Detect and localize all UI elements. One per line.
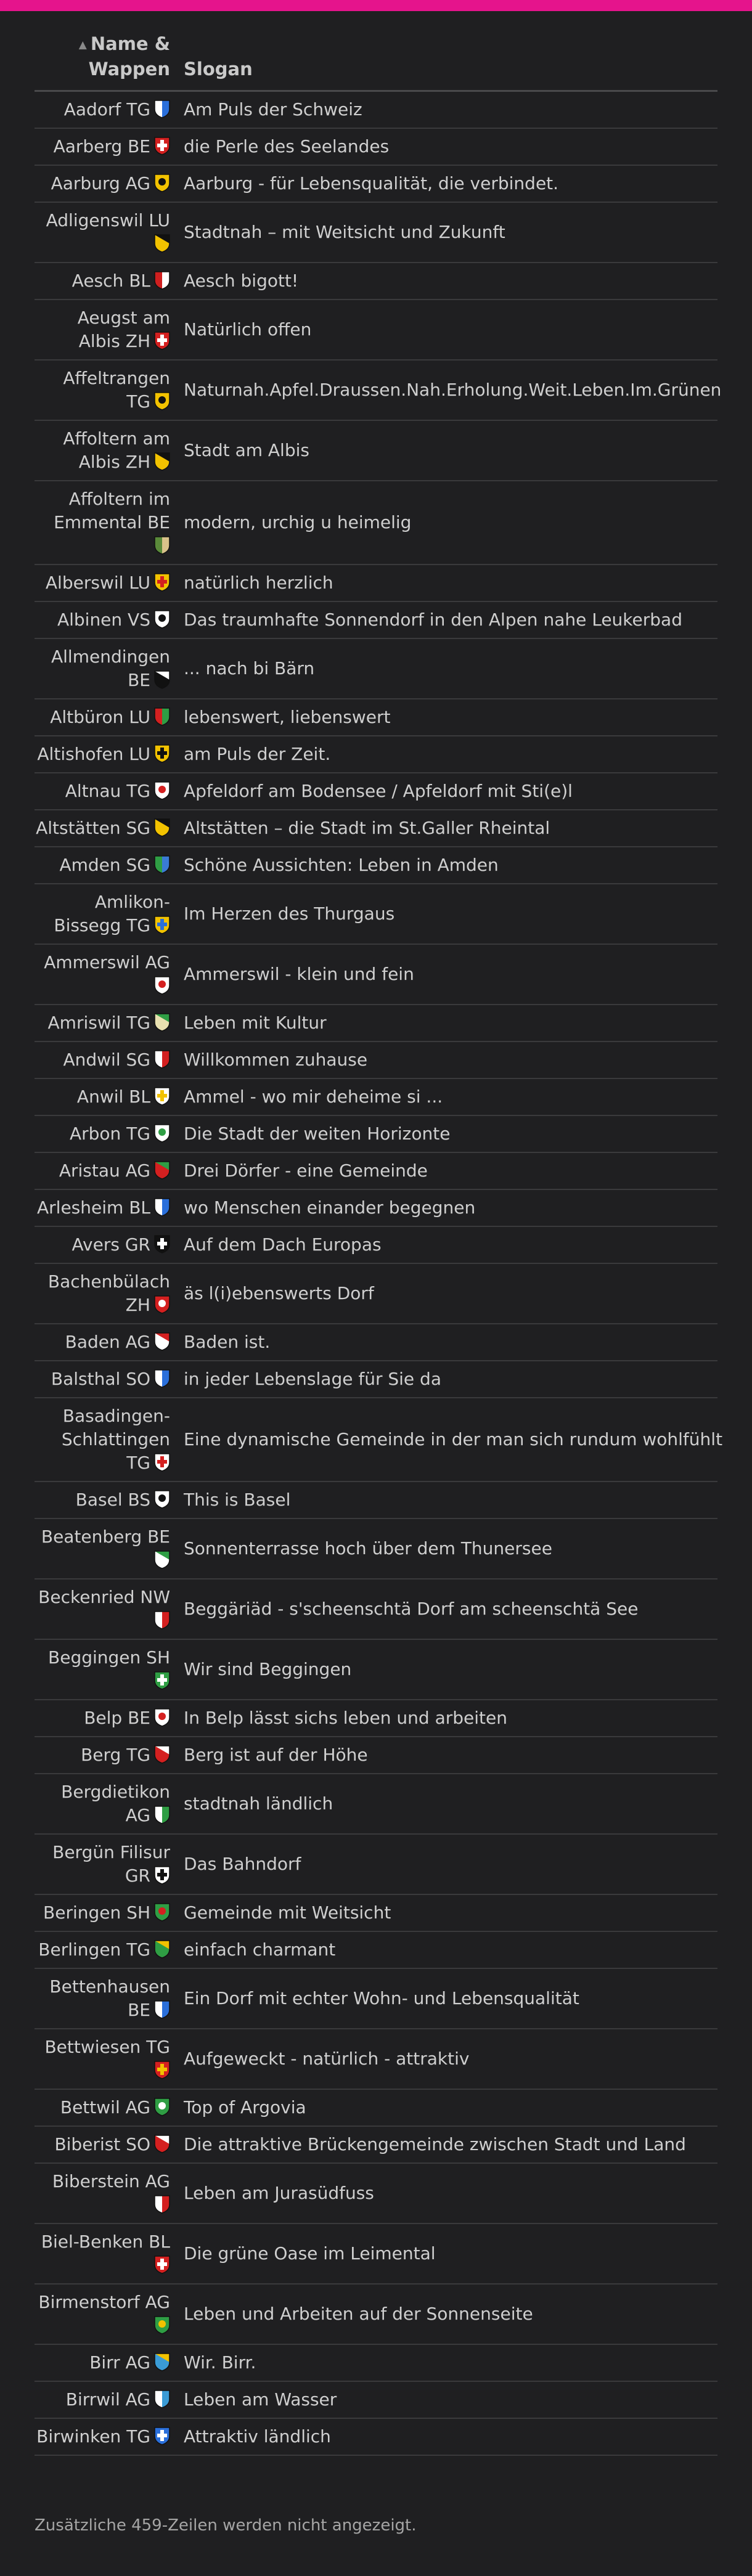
municipality-name: Beggingen SH — [48, 1647, 170, 1668]
slogan-cell: Die Stadt der weiten Horizonte — [170, 1115, 717, 1152]
municipality-name: Anwil BL — [76, 1086, 150, 1107]
table-row — [35, 1078, 717, 1115]
table-row — [35, 2029, 717, 2089]
table-row — [35, 1579, 717, 1639]
table-row — [35, 1834, 717, 1894]
column-header-slogan[interactable]: Slogan — [170, 11, 717, 91]
coat-of-arms-icon — [154, 174, 170, 192]
sort-ascending-icon: ▲ — [78, 39, 87, 51]
coat-of-arms-icon — [154, 1903, 170, 1922]
slogan-cell: Berg ist auf der Höhe — [170, 1737, 717, 1774]
table-row — [35, 638, 717, 699]
slogan-cell: natürlich herzlich — [170, 565, 717, 601]
municipality-name: Adligenswil LU — [46, 210, 170, 230]
coat-of-arms-icon — [154, 1235, 170, 1253]
municipality-slogan-table — [35, 11, 723, 2456]
coat-of-arms-icon — [154, 1671, 170, 1690]
slogan-cell: einfach charmant — [170, 1931, 717, 1968]
slogan-cell: am Puls der Zeit. — [170, 736, 717, 773]
municipality-name: Aadorf TG — [63, 99, 150, 120]
municipality-cell — [35, 1579, 170, 1639]
slogan-cell: wo Menschen einander begegnen — [170, 1189, 717, 1226]
municipality-cell — [35, 1152, 170, 1189]
coat-of-arms-icon — [154, 707, 170, 726]
table-row — [35, 944, 717, 1005]
municipality-name: Ammerswil AG — [44, 952, 170, 972]
municipality-cell — [35, 202, 170, 263]
coat-of-arms-icon — [154, 2098, 170, 2116]
table-row — [35, 1226, 717, 1263]
coat-of-arms-icon — [154, 670, 170, 689]
municipality-cell — [35, 944, 170, 1005]
municipality-name: Allmendingen BE — [51, 646, 170, 690]
municipality-name: Birmenstorf AG — [38, 2292, 170, 2312]
municipality-cell — [35, 2029, 170, 2089]
coat-of-arms-icon — [154, 1745, 170, 1764]
municipality-name: Arbon TG — [69, 1123, 150, 1144]
slogan-cell: Leben und Arbeiten auf der Sonnenseite — [170, 2284, 717, 2344]
slogan-cell: Das traumhafte Sonnendorf in den Alpen nahe Leukerbad — [170, 601, 717, 638]
slogan-cell: Top of Argovia — [170, 2089, 717, 2126]
municipality-cell — [35, 300, 170, 360]
slogan-cell: Ein Dorf mit echter Wohn- und Lebensqualität — [170, 1968, 717, 2029]
table-row — [35, 601, 717, 638]
coat-of-arms-icon — [154, 100, 170, 118]
municipality-name: Amriswil TG — [47, 1013, 150, 1033]
municipality-name: Birrwil AG — [65, 2389, 150, 2410]
municipality-cell — [35, 699, 170, 736]
table-row — [35, 2381, 717, 2418]
slogan-cell: Auf dem Dach Europas — [170, 1226, 717, 1263]
municipality-cell — [35, 2223, 170, 2284]
municipality-name: Beckenried NW — [38, 1587, 170, 1607]
slogan-cell: Ammerswil - klein und fein — [170, 944, 717, 1005]
municipality-name: Basel BS — [75, 1490, 150, 1510]
coat-of-arms-icon — [154, 2427, 170, 2445]
municipality-cell — [35, 1324, 170, 1361]
coat-of-arms-icon — [154, 1866, 170, 1885]
coat-of-arms-icon — [154, 1295, 170, 1314]
coat-of-arms-icon — [154, 1013, 170, 1032]
table-row — [35, 2126, 717, 2163]
coat-of-arms-icon — [154, 2256, 170, 2274]
coat-of-arms-icon — [154, 1490, 170, 1509]
slogan-cell: Apfeldorf am Bodensee / Apfeldorf mit Sti(e)l — [170, 773, 717, 810]
slogan-cell: Naturnah.Apfel.Draussen.Nah.Erholung.Weit.Leben.Im.Grünen — [170, 360, 717, 420]
municipality-cell — [35, 420, 170, 481]
table-row — [35, 1189, 717, 1226]
table-row — [35, 1005, 717, 1041]
municipality-cell — [35, 1518, 170, 1579]
slogan-cell: Aarburg - für Lebensqualität, die verbindet. — [170, 165, 717, 202]
municipality-cell — [35, 565, 170, 601]
slogan-cell: Wir sind Beggingen — [170, 1639, 717, 1700]
municipality-name: Balsthal SO — [51, 1369, 150, 1389]
municipality-cell — [35, 2284, 170, 2344]
municipality-name: Bettwiesen TG — [44, 2037, 170, 2057]
municipality-name: Altnau TG — [65, 781, 150, 801]
municipality-name: Beatenberg BE — [41, 1526, 170, 1547]
slogan-cell: In Belp lässt sichs leben und arbeiten — [170, 1700, 717, 1737]
slogan-cell: Schöne Aussichten: Leben in Amden — [170, 847, 717, 884]
table-row — [35, 1639, 717, 1700]
slogan-cell: Das Bahndorf — [170, 1834, 717, 1894]
municipality-name: Amden SG — [59, 855, 150, 875]
municipality-name: Belp BE — [84, 1708, 150, 1728]
table-row — [35, 847, 717, 884]
municipality-cell — [35, 1931, 170, 1968]
table-row — [35, 1482, 717, 1518]
slogan-cell: äs l(i)ebenswerts Dorf — [170, 1263, 717, 1324]
municipality-cell — [35, 263, 170, 300]
coat-of-arms-icon — [154, 452, 170, 471]
municipality-cell — [35, 2163, 170, 2223]
coat-of-arms-icon — [154, 1161, 170, 1180]
municipality-name: Birwinken TG — [36, 2426, 150, 2447]
coat-of-arms-icon — [154, 2316, 170, 2334]
municipality-cell — [35, 1361, 170, 1398]
municipality-cell — [35, 1700, 170, 1737]
municipality-cell — [35, 1263, 170, 1324]
slogan-cell: Willkommen zuhause — [170, 1041, 717, 1078]
municipality-name: Aristau AG — [59, 1160, 150, 1181]
slogan-cell: Wir. Birr. — [170, 2344, 717, 2381]
municipality-name: Arlesheim BL — [37, 1197, 150, 1218]
table-row — [35, 128, 717, 165]
slogan-cell: Leben am Jurasüdfuss — [170, 2163, 717, 2223]
table-row — [35, 699, 717, 736]
column-header-name[interactable] — [35, 11, 170, 91]
municipality-cell — [35, 1226, 170, 1263]
municipality-name: Altishofen LU — [37, 744, 150, 764]
slogan-cell: Die attraktive Brückengemeinde zwischen Stadt und Land — [170, 2126, 717, 2163]
municipality-name: Berlingen TG — [38, 1939, 150, 1960]
municipality-cell — [35, 1737, 170, 1774]
slogan-cell: stadtnah ländlich — [170, 1774, 717, 1834]
slogan-cell: Die grüne Oase im Leimental — [170, 2223, 717, 2284]
coat-of-arms-icon — [154, 1369, 170, 1388]
municipality-cell — [35, 601, 170, 638]
municipality-name: Affeltrangen TG — [63, 368, 170, 412]
municipality-name: Basadingen-Schlattingen TG — [61, 1406, 170, 1473]
coat-of-arms-icon — [154, 2353, 170, 2371]
municipality-name: Birr AG — [89, 2352, 150, 2373]
municipality-cell — [35, 481, 170, 565]
table-row — [35, 884, 717, 944]
municipality-cell — [35, 1398, 170, 1482]
municipality-cell — [35, 360, 170, 420]
table-row — [35, 1931, 717, 1968]
coat-of-arms-icon — [154, 573, 170, 592]
municipality-name: Alberswil LU — [45, 573, 150, 593]
coat-of-arms-icon — [154, 2000, 170, 2019]
municipality-name: Bergün Filisur GR — [52, 1842, 170, 1886]
slogan-cell: lebenswert, liebenswert — [170, 699, 717, 736]
municipality-name: Biberist SO — [54, 2134, 150, 2154]
municipality-cell — [35, 638, 170, 699]
municipality-name: Biel-Benken BL — [41, 2232, 170, 2252]
slogan-cell: Stadtnah – mit Weitsicht und Zukunft — [170, 202, 717, 263]
municipality-cell — [35, 884, 170, 944]
coat-of-arms-icon — [154, 536, 170, 555]
slogan-cell: Gemeinde mit Weitsicht — [170, 1894, 717, 1931]
municipality-cell — [35, 1078, 170, 1115]
slogan-cell: die Perle des Seelandes — [170, 128, 717, 165]
municipality-name: Avers GR — [72, 1234, 150, 1255]
municipality-cell — [35, 1894, 170, 1931]
municipality-name: Biberstein AG — [52, 2171, 170, 2191]
table-row — [35, 1398, 717, 1482]
coat-of-arms-icon — [154, 610, 170, 629]
municipality-name: Bachenbülach ZH — [47, 1271, 170, 1315]
municipality-name: Bettwil AG — [60, 2097, 150, 2117]
table-row — [35, 202, 717, 263]
table-row — [35, 1518, 717, 1579]
municipality-name: Andwil SG — [63, 1050, 150, 1070]
table-row — [35, 773, 717, 810]
municipality-cell — [35, 1639, 170, 1700]
municipality-name: Berg TG — [81, 1745, 150, 1765]
table-row — [35, 1894, 717, 1931]
coat-of-arms-icon — [154, 2061, 170, 2079]
slogan-cell: Stadt am Albis — [170, 420, 717, 481]
coat-of-arms-icon — [154, 2135, 170, 2153]
column-header-name-label: Name & Wappen — [88, 33, 170, 79]
slogan-cell: Beggäriäd - s'scheenschtä Dorf am scheenschtä See — [170, 1579, 717, 1639]
table-row — [35, 1361, 717, 1398]
table-row — [35, 810, 717, 847]
slogan-cell: This is Basel — [170, 1482, 717, 1518]
table-row — [35, 1152, 717, 1189]
municipality-name: Affoltern am Albis ZH — [63, 428, 170, 472]
municipality-name: Amlikon-Bissegg TG — [54, 892, 170, 935]
coat-of-arms-icon — [154, 332, 170, 350]
slogan-cell: Leben am Wasser — [170, 2381, 717, 2418]
coat-of-arms-icon — [154, 781, 170, 800]
table-row — [35, 91, 717, 129]
table-header-row — [35, 11, 717, 91]
top-accent-bar — [0, 0, 752, 11]
slogan-cell: Ammel - wo mir deheime si ... — [170, 1078, 717, 1115]
table-row — [35, 2223, 717, 2284]
table-row — [35, 1115, 717, 1152]
municipality-name: Albinen VS — [57, 609, 150, 630]
table-row — [35, 1700, 717, 1737]
hidden-rows-note: Zusätzliche 459-Zeilen werden nicht angezeigt. — [35, 2516, 417, 2535]
coat-of-arms-icon — [154, 1332, 170, 1351]
coat-of-arms-icon — [154, 2195, 170, 2214]
slogan-cell: Drei Dörfer - eine Gemeinde — [170, 1152, 717, 1189]
slogan-cell: Im Herzen des Thurgaus — [170, 884, 717, 944]
coat-of-arms-icon — [154, 137, 170, 155]
table-row — [35, 300, 717, 360]
slogan-cell: Attraktiv ländlich — [170, 2418, 717, 2455]
coat-of-arms-icon — [154, 271, 170, 290]
slogan-cell: Aesch bigott! — [170, 263, 717, 300]
municipality-name: Altstätten SG — [36, 818, 150, 838]
slogan-cell: Natürlich offen — [170, 300, 717, 360]
slogan-cell: Sonnenterrasse hoch über dem Thunersee — [170, 1518, 717, 1579]
table-row — [35, 1041, 717, 1078]
table-row — [35, 1324, 717, 1361]
municipality-name: Altbüron LU — [50, 707, 150, 727]
coat-of-arms-icon — [154, 1940, 170, 1958]
municipality-name: Aarberg BE — [53, 136, 150, 157]
coat-of-arms-icon — [154, 1453, 170, 1472]
municipality-cell — [35, 2089, 170, 2126]
slogan-cell: Baden ist. — [170, 1324, 717, 1361]
municipality-name: Aeugst am Albis ZH — [77, 308, 170, 351]
coat-of-arms-icon — [154, 1198, 170, 1217]
municipality-cell — [35, 91, 170, 129]
slogan-cell: ... nach bi Bärn — [170, 638, 717, 699]
table-row — [35, 263, 717, 300]
municipality-cell — [35, 1189, 170, 1226]
municipality-cell — [35, 2344, 170, 2381]
municipality-cell — [35, 810, 170, 847]
table-row — [35, 2284, 717, 2344]
table-row — [35, 565, 717, 601]
coat-of-arms-table-container — [35, 11, 723, 2456]
slogan-cell: Leben mit Kultur — [170, 1005, 717, 1041]
municipality-cell — [35, 2381, 170, 2418]
table-row — [35, 1968, 717, 2029]
municipality-name: Bergdietikon AG — [61, 1782, 170, 1825]
coat-of-arms-icon — [154, 234, 170, 253]
slogan-cell: in jeder Lebenslage für Sie da — [170, 1361, 717, 1398]
slogan-cell: Altstätten – die Stadt im St.Galler Rheintal — [170, 810, 717, 847]
coat-of-arms-icon — [154, 1050, 170, 1069]
municipality-cell — [35, 1774, 170, 1834]
table-row — [35, 2089, 717, 2126]
municipality-name: Aarburg AG — [51, 173, 150, 194]
table-row — [35, 481, 717, 565]
slogan-cell: modern, urchig u heimelig — [170, 481, 717, 565]
coat-of-arms-icon — [154, 744, 170, 763]
municipality-cell — [35, 1834, 170, 1894]
municipality-cell — [35, 1482, 170, 1518]
municipality-name: Beringen SH — [43, 1902, 150, 1923]
table-row — [35, 2418, 717, 2455]
table-row — [35, 165, 717, 202]
municipality-cell — [35, 2126, 170, 2163]
coat-of-arms-icon — [154, 916, 170, 934]
coat-of-arms-icon — [154, 818, 170, 837]
coat-of-arms-icon — [154, 1551, 170, 1569]
municipality-name: Baden AG — [65, 1332, 150, 1352]
table-row — [35, 736, 717, 773]
table-body — [35, 91, 723, 2456]
coat-of-arms-icon — [154, 1611, 170, 1629]
coat-of-arms-icon — [154, 1124, 170, 1143]
table-row — [35, 1774, 717, 1834]
coat-of-arms-icon — [154, 2390, 170, 2408]
municipality-cell — [35, 1005, 170, 1041]
table-row — [35, 360, 717, 420]
coat-of-arms-icon — [154, 1708, 170, 1727]
municipality-cell — [35, 1041, 170, 1078]
table-row — [35, 1737, 717, 1774]
municipality-cell — [35, 1968, 170, 2029]
municipality-name: Affoltern im Emmental BE — [54, 489, 170, 532]
municipality-name: Bettenhausen BE — [49, 1976, 170, 2020]
table-row — [35, 420, 717, 481]
coat-of-arms-icon — [154, 392, 170, 410]
table-row — [35, 2344, 717, 2381]
municipality-cell — [35, 773, 170, 810]
table-row — [35, 2163, 717, 2223]
slogan-cell: Eine dynamische Gemeinde in der man sich rundum wohlfühlt — [170, 1398, 717, 1482]
municipality-cell — [35, 165, 170, 202]
municipality-cell — [35, 736, 170, 773]
coat-of-arms-icon — [154, 1806, 170, 1824]
table-row — [35, 1263, 717, 1324]
municipality-name: Aesch BL — [72, 271, 150, 291]
municipality-cell — [35, 1115, 170, 1152]
coat-of-arms-icon — [154, 976, 170, 995]
municipality-cell — [35, 2418, 170, 2455]
coat-of-arms-icon — [154, 1087, 170, 1106]
slogan-cell: Am Puls der Schweiz — [170, 91, 717, 129]
coat-of-arms-icon — [154, 855, 170, 874]
municipality-cell — [35, 128, 170, 165]
municipality-cell — [35, 847, 170, 884]
slogan-cell: Aufgeweckt - natürlich - attraktiv — [170, 2029, 717, 2089]
